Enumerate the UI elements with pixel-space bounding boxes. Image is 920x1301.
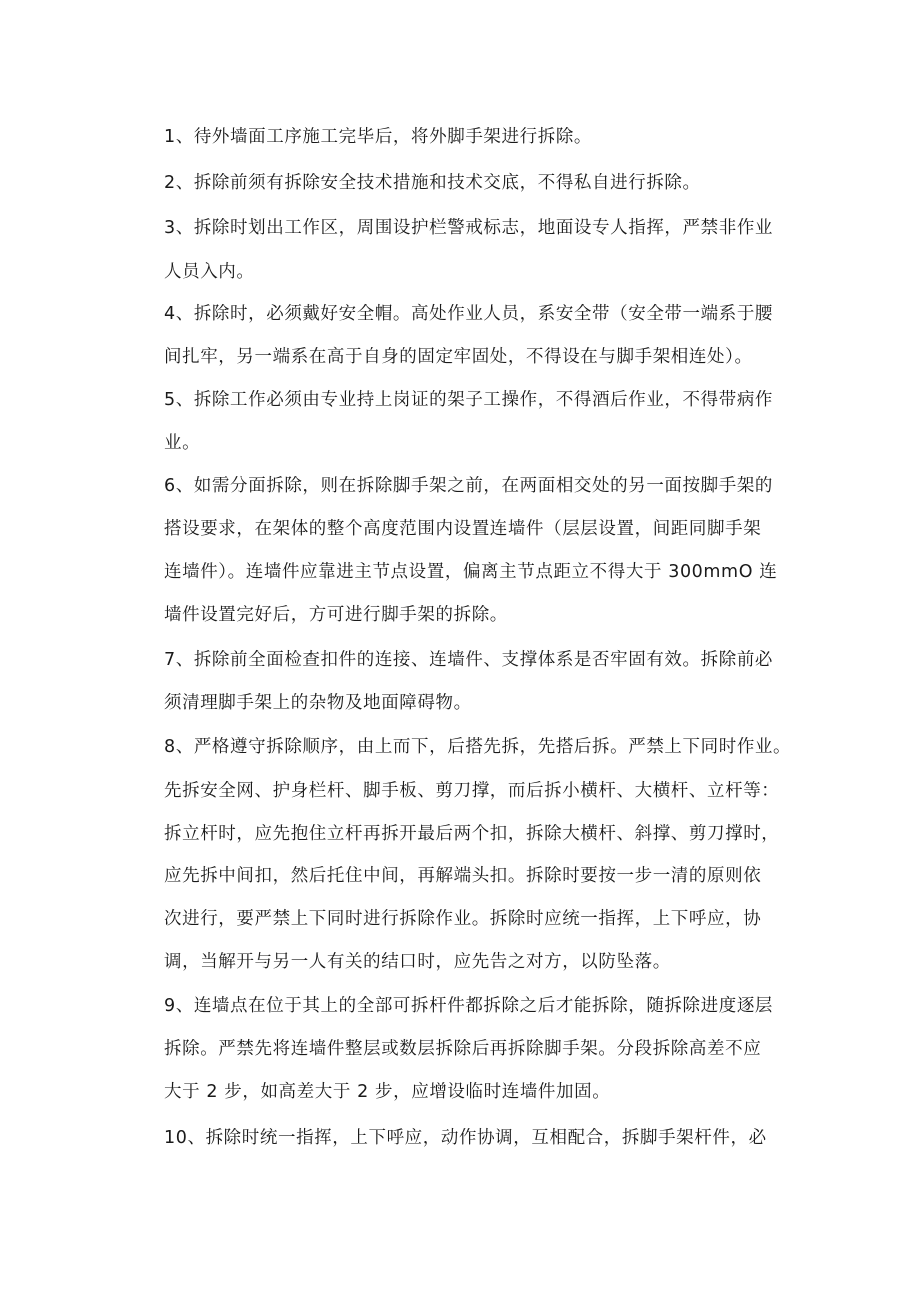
text-line: 先拆安全网、护身栏杆、脚手板、剪刀撑，而后拆小横杆、大横杆、立杆等： [164,781,780,801]
text-line: 1、待外墙面工序施工完毕后，将外脚手架进行拆除。 [164,127,593,147]
text-line: 10、拆除时统一指挥，上下呼应，动作协调，互相配合，拆脚手架杆件，必 [164,1128,767,1148]
text-line: 9、连墙点在位于其上的全部可拆杆件都拆除之后才能拆除，随拆除进度逐层 [164,996,774,1016]
text-line: 4、拆除时，必须戴好安全帽。高处作业人员，系安全带（安全带一端系于腰 [164,304,774,324]
text-line: 调，当解开与另一人有关的结口时，应先告之对方，以防坠落。 [164,952,671,972]
text-line: 5、拆除工作必须由专业持上岗证的架子工操作，不得酒后作业，不得带病作 [164,390,774,410]
text-line: 须清理脚手架上的杂物及地面障碍物。 [164,693,472,713]
text-line: 应先拆中间扣，然后托住中间，再解端头扣。拆除时要按一步一清的原则依 [164,866,762,886]
text-line: 连墙件）。连墙件应靠进主节点设置，偏离主节点距立不得大于 300mmO 连 [164,562,778,582]
text-line: 搭设要求，在架体的整个高度范围内设置连墙件（层层设置，间距同脚手架 [164,519,762,539]
text-line: 墙件设置完好后，方可进行脚手架的拆除。 [164,605,508,625]
text-line: 间扎牢，另一端系在高于自身的固定牢固处，不得设在与脚手架相连处）。 [164,347,753,367]
text-line: 6、如需分面拆除，则在拆除脚手架之前，在两面相交处的另一面按脚手架的 [164,476,774,496]
text-line: 拆除。严禁先将连墙件整层或数层拆除后再拆除脚手架。分段拆除高差不应 [164,1039,762,1059]
text-line: 业。 [164,433,201,453]
text-line: 2、拆除前须有拆除安全技术措施和技术交底，不得私自进行拆除。 [164,173,701,193]
text-line: 7、拆除前全面检查扣件的连接、连墙件、支撑体系是否牢固有效。拆除前必 [164,650,774,670]
text-line: 大于 2 步，如高差大于 2 步，应增设临时连墙件加固。 [164,1082,611,1102]
text-line: 3、拆除时划出工作区，周围设护栏警戒标志，地面设专人指挥，严禁非作业 [164,218,774,238]
text-line: 人员入内。 [164,262,255,282]
text-line: 拆立杆时，应先抱住立杆再拆开最后两个扣，拆除大横杆、斜撑、剪刀撑时， [164,824,780,844]
text-line: 8、严格遵守拆除顺序，由上而下，后搭先拆，先搭后拆。严禁上下同时作业。 [164,737,792,757]
text-line: 次进行，要严禁上下同时进行拆除作业。拆除时应统一指挥，上下呼应，协 [164,909,762,929]
